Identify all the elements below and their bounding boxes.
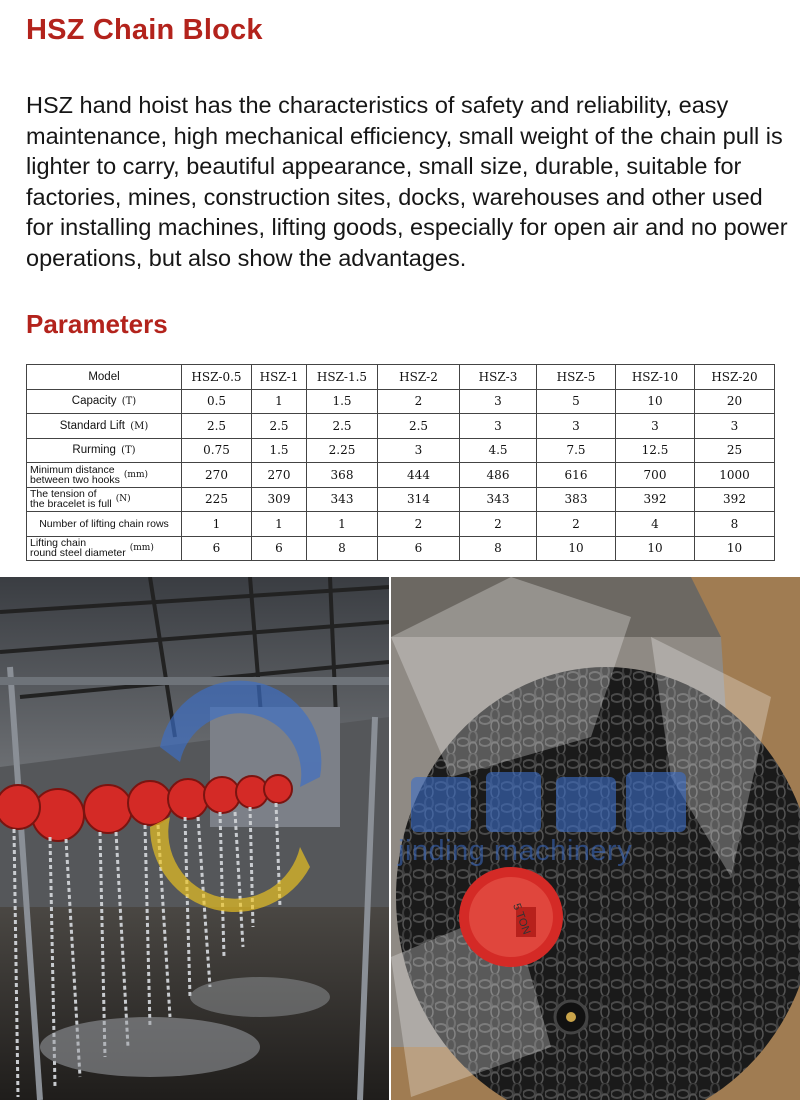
value-cell: 486: [460, 463, 537, 488]
value-cell: 5: [537, 389, 616, 414]
value-cell: 270: [252, 463, 307, 488]
row-label: [27, 536, 182, 561]
value-cell: 3: [616, 414, 695, 439]
value-cell: 1: [252, 389, 307, 414]
value-cell: 270: [182, 463, 252, 488]
row-label-text: Standard Lift: [59, 419, 125, 432]
row-label-line1: The tension of: [30, 488, 97, 501]
model-cell: HSZ-1.5: [307, 365, 378, 390]
row-label-line2: the bracelet is full: [30, 498, 112, 511]
value-cell: 10: [695, 536, 775, 561]
value-cell: 0.5: [182, 389, 252, 414]
row-label-line1: Lifting chain: [30, 537, 87, 550]
value-cell: 6: [252, 536, 307, 561]
value-cell: 700: [616, 463, 695, 488]
value-cell: 2.5: [182, 414, 252, 439]
row-label-line2: between two hooks: [30, 473, 120, 486]
model-cell: HSZ-5: [537, 365, 616, 390]
row-unit: (M): [130, 420, 149, 432]
model-cell: HSZ-2: [378, 365, 460, 390]
value-cell: 383: [537, 487, 616, 512]
row-label: Number of lifting chain rows: [27, 512, 182, 537]
value-cell: 0.75: [182, 438, 252, 463]
page-title: HSZ Chain Block: [26, 14, 263, 46]
value-cell: 4.5: [460, 438, 537, 463]
row-label-line2: round steel diameter: [30, 547, 126, 560]
row-unit: (mm): [123, 469, 148, 480]
value-cell: 3: [460, 389, 537, 414]
table-row: [27, 438, 775, 463]
value-cell: 4: [616, 512, 695, 537]
value-cell: 2.25: [307, 438, 378, 463]
value-cell: 2.5: [307, 414, 378, 439]
row-unit: (mm): [129, 543, 154, 554]
table-row: [27, 487, 775, 512]
row-unit: (T): [121, 445, 136, 457]
value-cell: 8: [460, 536, 537, 561]
value-cell: 2: [378, 389, 460, 414]
value-cell: 309: [252, 487, 307, 512]
model-cell: HSZ-10: [616, 365, 695, 390]
parameters-table: [26, 364, 775, 561]
parameters-heading: Parameters: [26, 309, 168, 339]
table-row: [27, 389, 775, 414]
value-cell: 3: [460, 414, 537, 439]
row-label: [27, 414, 182, 439]
factory-photo: [0, 577, 389, 1100]
model-cell: HSZ-20: [695, 365, 775, 390]
value-cell: 1: [252, 512, 307, 537]
intro-paragraph: HSZ hand hoist has the characteristics of safety and reliability, easy maintenance, high mechanical efficiency, small weight of the chain pull is lighter to carry, beautiful appearance, small size, durable, suitable for factories, mines, construction sites, docks, warehouses and other used for installing machines, lifting goods, especially for open air and no power operations, but also show the advantages.: [26, 92, 788, 271]
value-cell: 343: [460, 487, 537, 512]
row-label: [27, 487, 182, 512]
row-unit: (T): [121, 396, 137, 408]
row-label-line1: Minimum distance: [30, 463, 115, 476]
value-cell: 343: [307, 487, 378, 512]
row-label: [27, 438, 182, 463]
table-row: [27, 414, 775, 439]
table-row: [27, 536, 775, 561]
value-cell: 10: [616, 536, 695, 561]
value-cell: 2.5: [378, 414, 460, 439]
tag-label: 5 TON: [510, 901, 533, 937]
row-unit: (N): [115, 494, 131, 505]
table-row: [27, 463, 775, 488]
row-label: [27, 389, 182, 414]
value-cell: 3: [378, 438, 460, 463]
value-cell: 1: [307, 512, 378, 537]
value-cell: 2: [537, 512, 616, 537]
value-cell: 6: [378, 536, 460, 561]
row-label-text: Rurming: [72, 444, 116, 457]
value-cell: 3: [695, 414, 775, 439]
table-header-row: [27, 365, 775, 390]
value-cell: 1: [182, 512, 252, 537]
value-cell: 8: [695, 512, 775, 537]
value-cell: 368: [307, 463, 378, 488]
model-cell: HSZ-0.5: [182, 365, 252, 390]
value-cell: 1.5: [307, 389, 378, 414]
value-cell: 392: [695, 487, 775, 512]
value-cell: 1.5: [252, 438, 307, 463]
value-cell: 392: [616, 487, 695, 512]
value-cell: 314: [378, 487, 460, 512]
model-cell: HSZ-3: [460, 365, 537, 390]
value-cell: 6: [182, 536, 252, 561]
value-cell: 10: [537, 536, 616, 561]
model-header-cell: Model: [27, 365, 182, 390]
value-cell: 2.5: [252, 414, 307, 439]
value-cell: 25: [695, 438, 775, 463]
table-row: [27, 512, 775, 537]
value-cell: 10: [616, 389, 695, 414]
value-cell: 2: [378, 512, 460, 537]
row-label-text: Capacity: [71, 395, 117, 408]
value-cell: 8: [307, 536, 378, 561]
value-cell: 616: [537, 463, 616, 488]
value-cell: 3: [537, 414, 616, 439]
value-cell: 2: [460, 512, 537, 537]
value-cell: 12.5: [616, 438, 695, 463]
value-cell: 444: [378, 463, 460, 488]
model-cell: HSZ-1: [252, 365, 307, 390]
value-cell: 20: [695, 389, 775, 414]
row-label: [27, 463, 182, 488]
watermark-text: jinding machinery: [398, 835, 633, 867]
value-cell: 1000: [695, 463, 775, 488]
value-cell: 225: [182, 487, 252, 512]
value-cell: 7.5: [537, 438, 616, 463]
